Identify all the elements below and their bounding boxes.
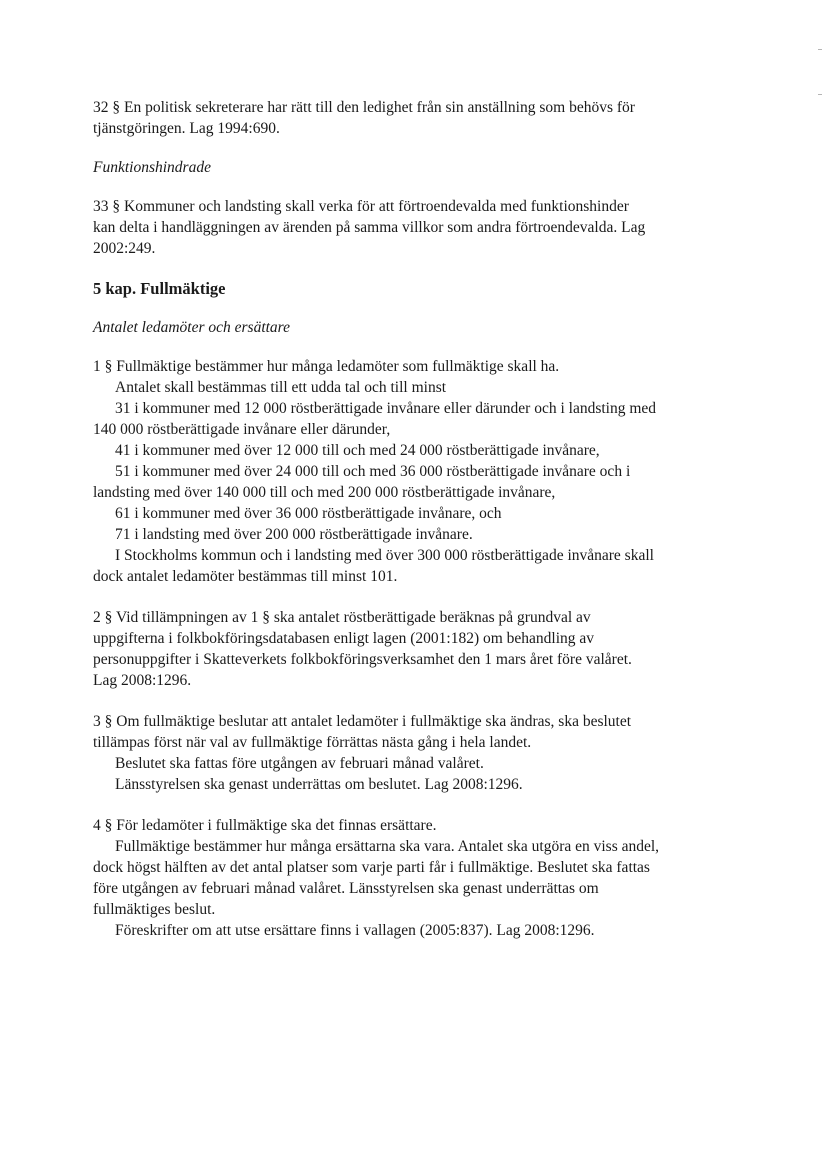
section-heading-funktionshindrade: Funktionshindrade (93, 159, 211, 176)
section-4 (93, 815, 753, 941)
paragraph-line: 33 § Kommuner och landsting skall verka för att förtroendevalda med funktionshinder (93, 198, 629, 215)
paragraph-line: 71 i landsting med över 200 000 röstberättigade invånare. (115, 526, 473, 543)
paragraph-line: Föreskrifter om att utse ersättare finns i vallagen (2005:837). Lag 2008:1296. (115, 922, 595, 939)
paragraph-line: uppgifterna i folkbokföringsdatabasen enligt lagen (2001:182) om behandling av (93, 630, 595, 647)
paragraph-line: Länsstyrelsen ska genast underrättas om beslutet. Lag 2008:1296. (115, 776, 523, 793)
paragraph-line: 41 i kommuner med över 12 000 till och med 24 000 röstberättigade invånare, (115, 442, 600, 459)
paragraph-line: Fullmäktige bestämmer hur många ersättarna ska vara. Antalet ska utgöra en viss andel, (115, 838, 660, 855)
paragraph-line: 31 i kommuner med 12 000 röstberättigade invånare eller därunder och i landsting med (115, 400, 657, 417)
paragraph-line: Lag 2008:1296. (93, 672, 192, 689)
paragraph-line: 140 000 röstberättigade invånare eller därunder, (93, 421, 391, 438)
paragraph-line: 4 § För ledamöter i fullmäktige ska det finnas ersättare. (93, 817, 437, 834)
chapter-heading: 5 kap. Fullmäktige (93, 279, 226, 298)
paragraph-32 (93, 97, 753, 139)
document-page (93, 97, 753, 941)
paragraph-line: 32 § En politisk sekreterare har rätt till den ledighet från sin anställning som behövs för (93, 99, 635, 116)
paragraph-line: Beslutet ska fattas före utgången av februari månad valåret. (115, 755, 484, 772)
scan-mark-top (818, 49, 822, 50)
section-2 (93, 607, 753, 691)
paragraph-line: personuppgifter i Skatteverkets folkbokföringsverksamhet den 1 mars året före valåret. (93, 651, 632, 668)
paragraph-line: före utgången av februari månad valåret. Länsstyrelsen ska genast underrättas om (93, 880, 599, 897)
paragraph-line: 51 i kommuner med över 24 000 till och med 36 000 röstberättigade invånare och i (115, 463, 631, 480)
paragraph-line: fullmäktiges beslut. (93, 901, 216, 918)
section-heading-antalet: Antalet ledamöter och ersättare (93, 319, 291, 336)
paragraph-line: 2002:249. (93, 240, 156, 257)
paragraph-line: 3 § Om fullmäktige beslutar att antalet ledamöter i fullmäktige ska ändras, ska beslutet (93, 713, 632, 730)
paragraph-line: 2 § Vid tillämpningen av 1 § ska antalet röstberättigade beräknas på grundval av (93, 609, 591, 626)
section-1 (93, 356, 753, 587)
scan-mark-bottom (818, 94, 822, 95)
paragraph-33 (93, 196, 753, 259)
paragraph-line: kan delta i handläggningen av ärenden på samma villkor som andra förtroendevalda. Lag (93, 219, 646, 236)
paragraph-line: Antalet skall bestämmas till ett udda tal och till minst (115, 379, 447, 396)
paragraph-line: tillämpas först när val av fullmäktige förrättas nästa gång i hela landet. (93, 734, 532, 751)
paragraph-line: 1 § Fullmäktige bestämmer hur många ledamöter som fullmäktige skall ha. (93, 358, 560, 375)
paragraph-line: dock högst hälften av det antal platser som varje parti får i fullmäktige. Beslutet ska fattas (93, 859, 650, 876)
paragraph-line: 61 i kommuner med över 36 000 röstberättigade invånare, och (115, 505, 502, 522)
section-3 (93, 711, 753, 795)
paragraph-line: tjänstgöringen. Lag 1994:690. (93, 120, 280, 137)
paragraph-line: landsting med över 140 000 till och med 200 000 röstberättigade invånare, (93, 484, 556, 501)
paragraph-line: I Stockholms kommun och i landsting med över 300 000 röstberättigade invånare skall (115, 547, 654, 564)
paragraph-line: dock antalet ledamöter bestämmas till minst 101. (93, 568, 398, 585)
